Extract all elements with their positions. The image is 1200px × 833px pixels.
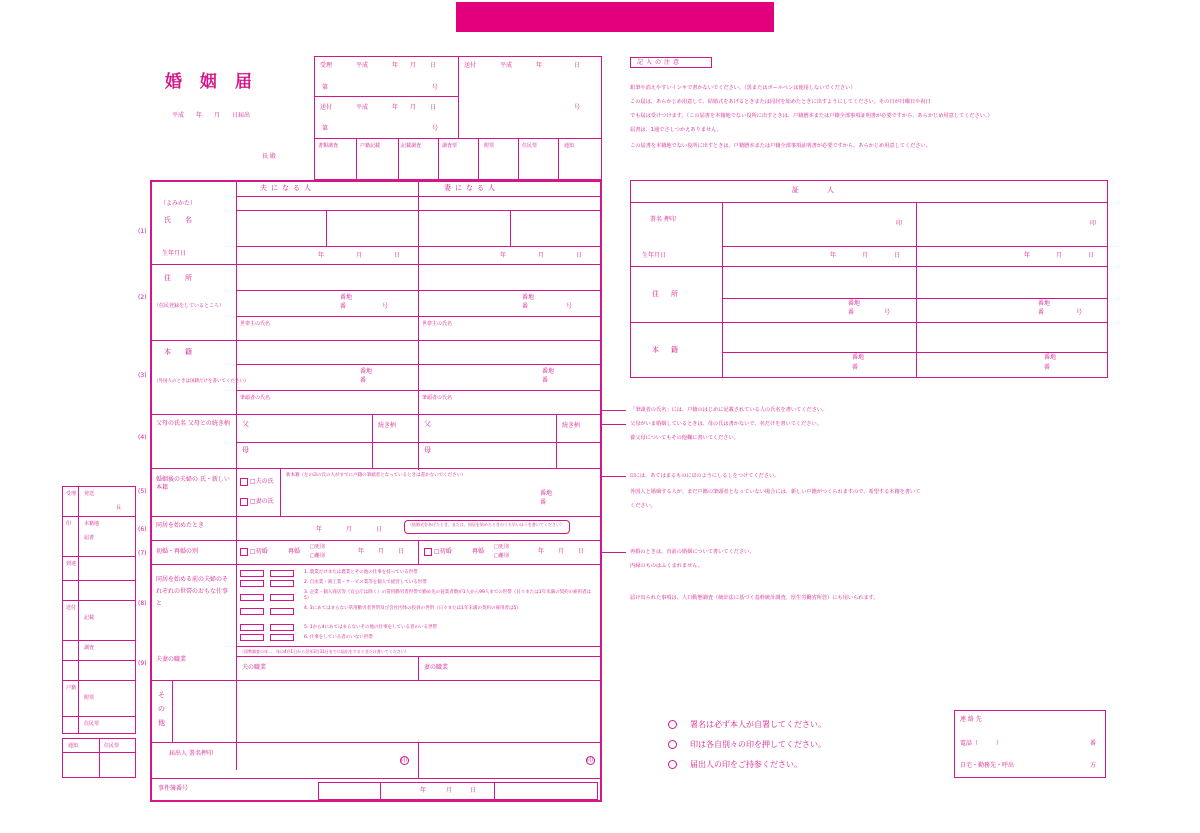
instruction-line-5: この届書を本籍地でない役所に出すときは、戸籍謄本または戸籍全部事項証明書が必要ですから、あらかじめ用意してください。 xyxy=(630,143,931,149)
note-9: 届け出られた事項は、人口動態調査（統計法に基づく基幹統計調査、厚生労働省所管）にも用いられます。 xyxy=(630,595,879,601)
note-3: 養父母についてもその他欄に書いてください。 xyxy=(630,435,739,441)
instruction-line-1: 鉛筆や消えやすいインキで書かないでください。（黒またはボールペンは使用しないでください） xyxy=(630,85,856,91)
contact-ban: 番 xyxy=(1090,740,1097,747)
note-6: ください。 xyxy=(630,503,656,509)
wife-surname-check[interactable] xyxy=(240,498,248,506)
bullet-circle-2 xyxy=(668,740,677,749)
note-8: 内縁のものはふくまれません。 xyxy=(630,563,703,569)
address-note: （住民登録をしているところ） xyxy=(154,303,225,309)
honseki-note: （外国人のときは国籍だけを書いてください） xyxy=(154,379,249,384)
occupation-option-1: 1. 農業だけまたは農業とその他の仕事を持っている世帯 xyxy=(304,570,418,575)
occupation-option-6: 6. 仕事をしている者のいない世帯 xyxy=(304,635,373,640)
bottom-note-2: 印は各自別々の印を押してください。 xyxy=(690,740,826,749)
wife-first-check[interactable] xyxy=(424,548,432,556)
husband-surname-check[interactable] xyxy=(240,478,248,486)
note-7: 再婚のときは、直前の婚姻について書いてください。 xyxy=(630,549,755,555)
occupation-option-5: 5. 1から4にあてはまらないその他の仕事をしている者のいる世帯 xyxy=(304,625,437,630)
instructions-header: 記入の注意 xyxy=(630,57,712,68)
instruction-line-3: でも届は受けつけます。（この届書を本籍地でない役所に出すときは、戸籍謄本または戸籍全部事項証明書が必要ですから、あらかじめ用意してください。） xyxy=(630,113,993,119)
other-label: その他 xyxy=(158,691,165,727)
bullet-circle-3 xyxy=(668,760,677,769)
instruction-line-4: 届書は、1通でさしつかえありません。 xyxy=(630,127,722,133)
witness-honseki-label: 本籍 xyxy=(652,346,690,354)
signature-label: 届出人 署名押印 xyxy=(169,750,213,757)
occupation-option-4: 4. 3にあてはまらない常用勤労者世帯及び会社団体の役員の世帯（日々または1年未満の契約の雇用者は5） xyxy=(304,606,521,611)
parents-label: 父母の氏名 父母との続き柄 xyxy=(156,420,230,427)
instruction-line-2: この届は、あらかじめ用意して、結婚式をあげるときまたは同居を始めたときに出すようにしてください。その日が日曜日や祝日 xyxy=(630,99,931,105)
witness-birth-label: 生年月日 xyxy=(642,252,667,259)
col-wife: 妻になる人 xyxy=(444,184,499,192)
contact-kata: 方 xyxy=(1090,762,1097,769)
previous-marriage-label: 初婚・再婚の別 xyxy=(156,548,199,555)
note-5: 外国人と婚姻する人が、まだ戸籍の筆頭者となっていない場合には、新しい戸籍がつくられますので、希望する本籍を書いて xyxy=(630,489,921,495)
honseki-label: 本 籍 xyxy=(164,348,192,356)
job-label: 夫妻の職業 xyxy=(156,656,187,663)
occupation-checkboxes xyxy=(240,568,298,646)
col-husband: 夫になる人 xyxy=(260,184,315,192)
name-label: 氏 名 xyxy=(164,216,192,224)
contact-label: 連 絡 先 xyxy=(960,716,982,723)
receipt-label: 受理 xyxy=(320,62,333,69)
form-title: 婚 姻 届 xyxy=(165,72,258,92)
cohabitation-label: 同居を始めたとき xyxy=(156,522,205,529)
contact-home: 自宅・勤務先・呼出 xyxy=(960,762,1015,769)
occupation-option-2: 2. 自由業・商工業・サービス業等を個人で経営している世帯 xyxy=(304,580,427,585)
note-1: 「筆頭者の氏名」には、戸籍のはじめに記載されている人の氏名を書いてください。 xyxy=(630,407,828,413)
note-4: ☑には、あてはまるものに☑のようにしるしをつけてください。 xyxy=(630,473,780,479)
witness-address-label: 住所 xyxy=(652,290,690,298)
witness-table xyxy=(630,180,1108,378)
occupation-option-3: 3. 企業・個人商店等（官公庁は除く）の常用勤労者世帯で勤め先の従業者数が1人から99人までの世帯（日々または1年未満の契約の雇用者は5） xyxy=(304,590,592,601)
bottom-note-1: 署名は必ず本人が自署してください。 xyxy=(690,720,826,729)
bottom-note-3: 届出人の印をご持参ください。 xyxy=(690,760,802,769)
address-label: 住 所 xyxy=(164,274,192,282)
witness-header: 証 人 xyxy=(792,186,834,194)
to-line: 長 殿 xyxy=(262,153,276,160)
bullet-circle-1 xyxy=(668,720,677,729)
occupation-label: 同居を始める前の夫婦のそれぞれの世帯のおもな仕事と xyxy=(156,576,229,607)
forward-label: 送付 xyxy=(320,104,333,111)
birth-label: 生年月日 xyxy=(162,250,187,257)
date-line: 平成 年 月 日届出 xyxy=(172,112,251,119)
top-bar xyxy=(456,2,774,32)
furigana-label: （よみかた） xyxy=(160,200,197,207)
husband-first-check[interactable] xyxy=(240,548,248,556)
contact-tel: 電話（ ） xyxy=(960,740,1003,747)
residence-label: 事件簿番号 xyxy=(158,785,189,792)
marriage-name-label: 婚姻後の夫婦の 氏・新しい本籍 xyxy=(156,476,230,491)
witness-sign-label: 署名 押印 xyxy=(650,216,676,223)
note-2: 父母がいま婚姻しているときは、母の氏は書かないで、名だけを書いてください。 xyxy=(630,421,822,427)
